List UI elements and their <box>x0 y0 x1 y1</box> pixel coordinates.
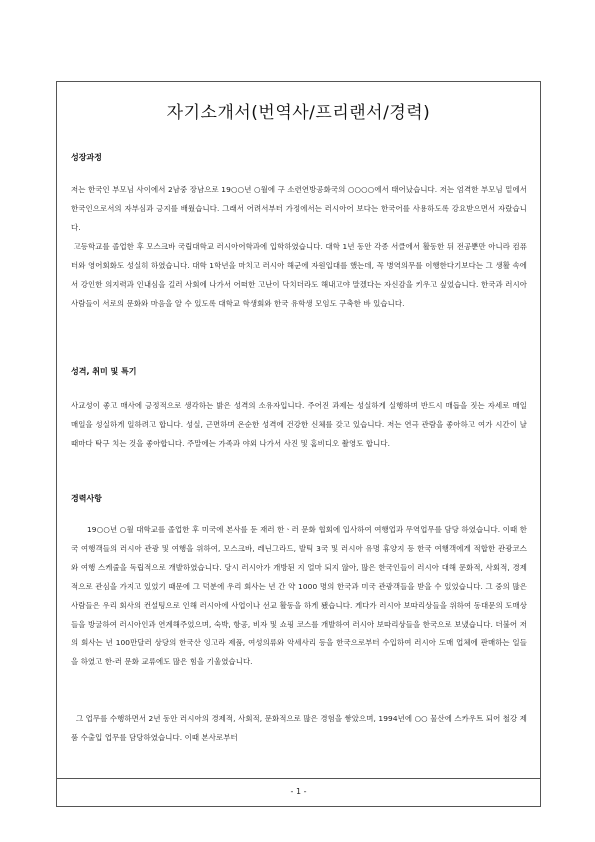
page-number: - 1 - <box>290 787 307 796</box>
personality-paragraph: 사교성이 좋고 매사에 긍정적으로 생각하는 밝은 성격의 소유자입니다. 주어진 과제는 성실하게 실행하며 반드시 매듭을 짓는 자세로 매일 매일을 성실하게 일하려고 합니다. 성실, 근면하며 온순한 성격에 건강한 신체를 갖고 있습니다. 저는 연극 관람을 좋아하고 여가 시간이 날 때마다 탁구 치는 것을 좋아합니다. 주말에는 가족과 야외 나가서 사진 및 홈비디오 촬영도 합니다. <box>71 401 527 448</box>
growth-paragraph-2: 고등학교를 졸업한 후 모스크바 국립대학교 러시아어학과에 입학하였습니다. 대학 1년 동안 각종 서클에서 활동한 뒤 전공뿐만 아니라 컴퓨터와 영어회화도 성실히 하였습니다. 대학 1학년을 마치고 러시아 해군에 자원입대를 했는데, 꼭 병역의무를 이행한다기보다는 그 생활 속에서 강인한 의지력과 인내심을 길러 사회에 나가서 어떠한 고난이 닥치더라도 해내고야 말겠다는 자신감을 키우고 싶었습니다. 한국과 러시아 사람들이 서로의 문화와 마음을 알 수 있도록 대학교 학생회와 한국 유학생 모임도 구축한 바 있습니다. <box>71 242 530 308</box>
career-paragraph-2: 그 업무를 수행하면서 2년 동안 러시아의 경제적, 사회적, 문화적으로 많은 경험을 쌓았으며, 1994년에 ○○ 물산에 스카우트 되어 철강 제품 수출입 업무를 담당하였습니다. 이때 본사로부터 <box>71 714 527 742</box>
section-heading-personality: 성격, 취미 및 특기 <box>71 367 137 376</box>
document-title: 자기소개서(번역사/프리랜서/경력) <box>166 103 431 123</box>
section-heading-growth: 성장과정 <box>71 153 102 162</box>
section-heading-career: 경력사항 <box>71 494 102 503</box>
growth-paragraph-1: 저는 한국인 부모님 사이에서 2남중 장남으로 19○○년 ○월에 구 소련연방공화국의 ○○○○에서 태어났습니다. 저는 엄격한 부모님 밑에서 한국인으로서의 자부심과 긍지를 배웠습니다. 그래서 어려서부터 가정에서는 러시아어 보다는 한국어를 사용하도록 강요받으면서 자랐습니다. <box>71 185 527 232</box>
footer-divider <box>56 778 541 779</box>
career-paragraph-1: 19○○년 ○월 대학교를 졸업한 후 미국에 본사를 둔 재러 한ㆍ러 문화 협회에 입사하여 여행업과 무역업무를 담당 하였습니다. 이때 한국 여행객들의 러시아 관광 및 여행을 위하여, 모스크바, 레닌그라드, 발틱 3국 및 러시아 유명 휴양지 등 한국 여행객에게 적합한 관광코스와 여행 스케줄을 독립적으로 개발하였습니다. 당시 러시아가 개방된 지 얼마 되지 않아, 많은 한국인들이 러시아 대해 문화적, 사회적, 경제적으로 관심을 가지고 있었기 때문에 그 덕분에 우리 회사는 년 간 약 1000 명의 한국과 미국 관광객들을 받을 수 있었습니다. 그 중의 많은 사람들은 우리 회사의 컨설팅으로 인해 러시아에 사업이나 선교 활동을 하게 됐습니다. 게다가 러시아 보따리상들을 위하여 동대문의 도매상들을 방굴하여 러시아인과 연계해주었으며, 숙박, 항공, 비자 및 쇼핑 코스를 개발하여 러시아 보따리상들을 한국으로 보냈습니다. 더불어 저의 회사는 년 100만달러 상당의 한국산 잉고라 제품, 여성의류와 악세사리 등을 한국으로부터 수입하여 러시아 도매 업체에 판매하는 일들을 하였고 한-러 문화 교류에도 많은 힘을 기울였습니다. <box>71 525 527 667</box>
